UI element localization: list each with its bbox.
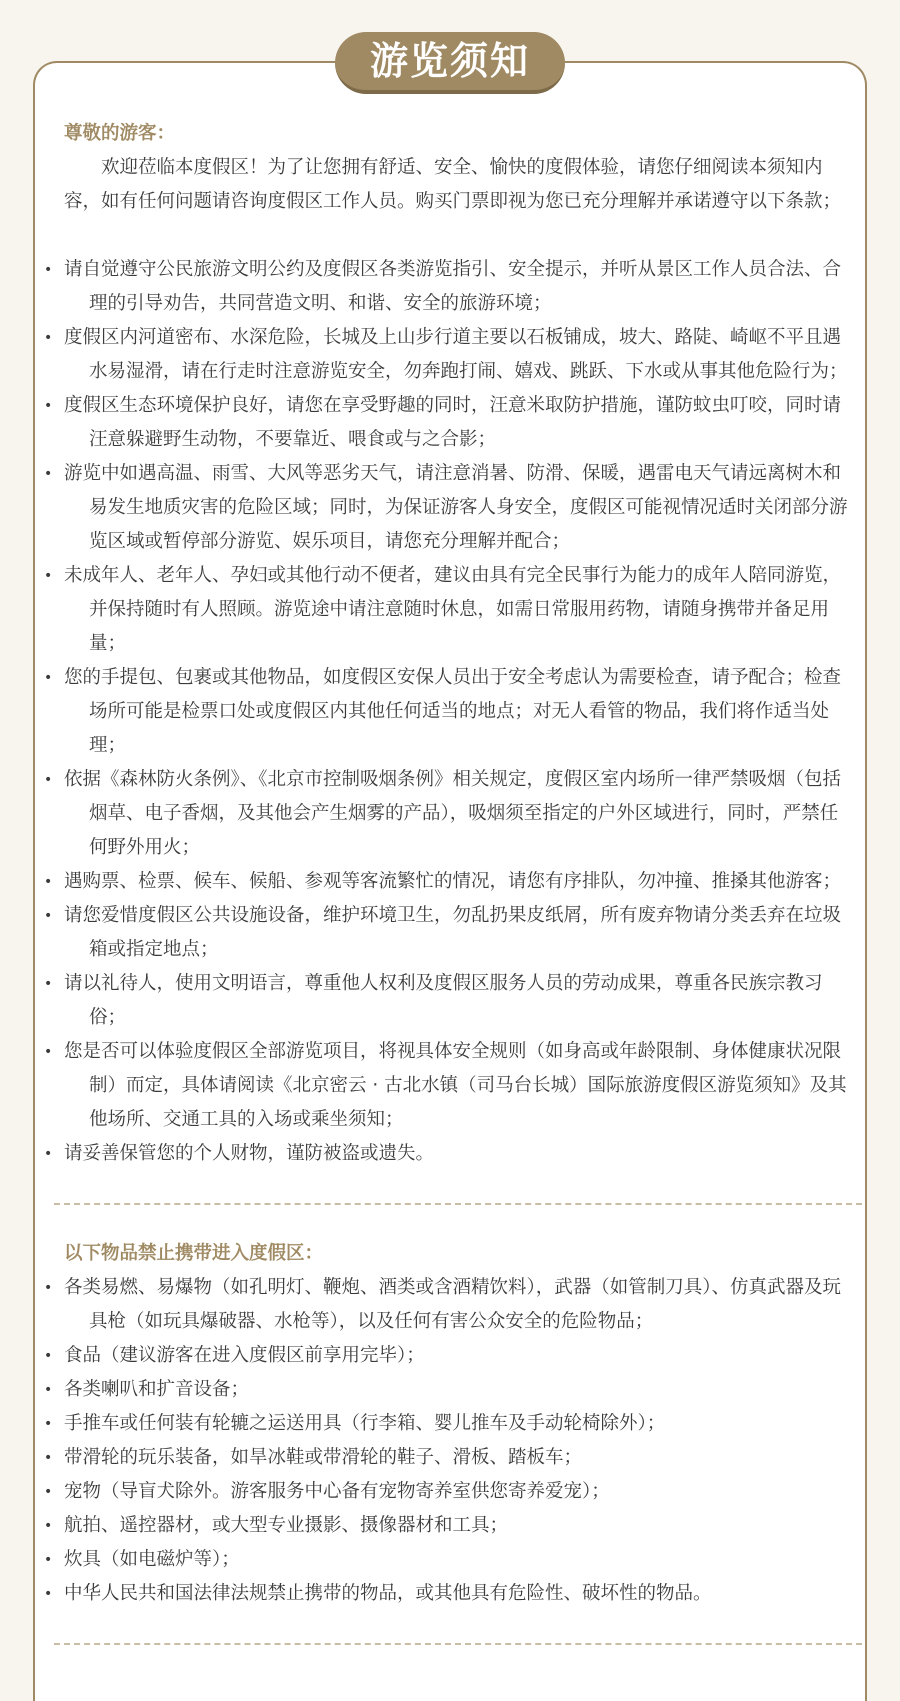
page-title: 游览须知 (335, 32, 565, 94)
prohibited-item: • 带滑轮的玩乐装备，如旱冰鞋或带滑轮的鞋子、滑板、踏板车； (64, 1441, 852, 1475)
prohibited-item: • 中华人民共和国法律法规禁止携带的物品，或其他具有危险性、破坏性的物品。 (64, 1577, 852, 1611)
prohibited-heading: 以下物品禁止携带进入度假区： (64, 1243, 324, 1264)
rule-item: • 依据《森林防火条例》、《北京市控制吸烟条例》相关规定，度假区室内场所一律严禁吸烟（包括烟草、电子香烟，及其他会产生烟雾的产品），吸烟须至指定的户外区域进行，同时，严禁任何野外用火； (64, 763, 852, 865)
section-divider (54, 1643, 862, 1645)
prohibited-item: • 手推车或任何装有轮辘之运送用具（行李箱、婴儿推车及手动轮椅除外）； (64, 1407, 852, 1441)
prohibited-item: • 宠物（导盲犬除外。游客服务中心备有宠物寄养室供您寄养爱宠）； (64, 1475, 852, 1509)
rule-item: • 请您爱惜度假区公共设施设备，维护环境卫生，勿乱扔果皮纸屑，所有废弃物请分类丢弃在垃圾箱或指定地点； (64, 899, 852, 967)
greeting-heading: 尊敬的游客： (64, 123, 176, 144)
rule-item: • 请自觉遵守公民旅游文明公约及度假区各类游览指引、安全提示，并听从景区工作人员合法、合理的引导劝告，共同营造文明、和谐、安全的旅游环境； (64, 253, 852, 321)
rule-item: • 请妥善保管您的个人财物，谨防被盗或遗失。 (64, 1137, 852, 1171)
rules-list (64, 253, 852, 1171)
prohibited-item: • 航拍、遥控器材，或大型专业摄影、摄像器材和工具； (64, 1509, 852, 1543)
rule-item: • 请以礼待人，使用文明语言，尊重他人权利及度假区服务人员的劳动成果，尊重各民族宗教习俗； (64, 967, 852, 1035)
prohibited-item: • 各类喇叭和扩音设备； (64, 1373, 852, 1407)
rule-item: • 遇购票、检票、候车、候船、参观等客流繁忙的情况，请您有序排队，勿冲撞、推搡其他游客； (64, 865, 852, 899)
section-divider (54, 1203, 862, 1205)
spacer (64, 219, 852, 253)
rule-item: • 度假区生态环境保护良好，请您在享受野趣的同时，汪意米取防护措施，谨防蚊虫叮咬，同时请汪意躲避野生动物，不要靠近、喂食或与之合影； (64, 389, 852, 457)
rule-item: • 您是否可以体验度假区全部游览项目，将视具体安全规则（如身高或年龄限制、身体健康状况限制）而定，具体请阅读《北京密云 · 古北水镇（司马台长城）国际旅游度假区游览须知》及其他场所、交通工具的入场或乘坐须知； (64, 1035, 852, 1137)
prohibited-item: • 炊具（如电磁炉等）； (64, 1543, 852, 1577)
rule-item: • 度假区内河道密布、水深危险，长城及上山步行道主要以石板铺成，坡大、路陡、崎岖不平且遇水易湿滑，请在行走时注意游览安全，勿奔跑打闹、嬉戏、跳跃、下水或从事其他危险行为； (64, 321, 852, 389)
rule-item: • 您的手提包、包裹或其他物品，如度假区安保人员出于安全考虑认为需要检查，请予配合；检查场所可能是检票口处或度假区内其他任何适当的地点；对无人看管的物品，我们将作适当处理； (64, 661, 852, 763)
prohibited-list (64, 1271, 852, 1611)
notice-content (64, 117, 852, 1677)
prohibited-item: • 各类易燃、易爆物（如孔明灯、鞭炮、酒类或含酒精饮料），武器（如管制刀具）、仿真武器及玩具枪（如玩具爆破器、水枪等），以及任何有害公众安全的危险物品； (64, 1271, 852, 1339)
intro-paragraph: 欢迎莅临本度假区！为了让您拥有舒适、安全、愉快的度假体验，请您仔细阅读本须知内容，如有任何问题请咨询度假区工作人员。购买门票即视为您已充分理解并承诺遵守以下条款； (64, 157, 842, 212)
prohibited-item: • 食品（建议游客在进入度假区前享用完毕）； (64, 1339, 852, 1373)
rule-item: • 未成年人、老年人、孕妇或其他行动不便者，建议由具有完全民事行为能力的成年人陪同游览，并保持随时有人照顾。游览途中请注意随时休息，如需日常服用药物，请随身携带并备足用量； (64, 559, 852, 661)
rule-item: • 游览中如遇高温、雨雪、大风等恶劣天气，请注意消暑、防滑、保暖，遇雷电天气请远离树木和易发生地质灾害的危险区域；同时，为保证游客人身安全，度假区可能视情况适时关闭部分游览区域或暂停部分游览、娱乐项目，请您充分理解并配合； (64, 457, 852, 559)
